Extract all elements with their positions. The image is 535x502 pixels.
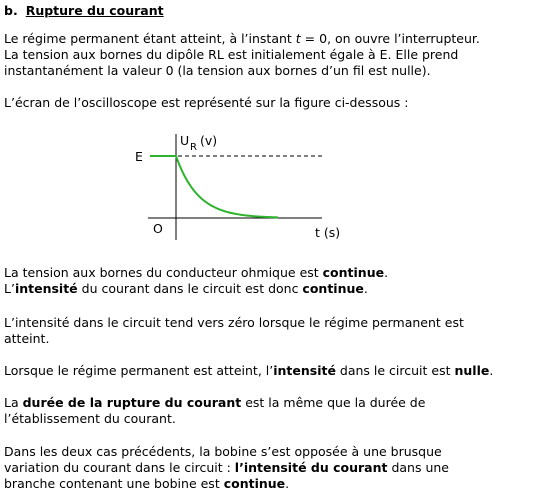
paragraph-tension-ohmique: [4, 265, 532, 297]
text-line: [4, 265, 532, 281]
text-span: dans le circuit est: [335, 363, 455, 378]
text-line: [4, 281, 532, 297]
text-span: .: [285, 476, 290, 491]
text-span: .: [384, 265, 389, 280]
text-span: L’: [4, 281, 15, 296]
decay-curve: [150, 156, 278, 217]
text-line: [4, 395, 532, 411]
text-span: variation du courant dans le circuit :: [4, 460, 235, 475]
text-line: instantanément la valeur 0 (la tension aux bornes d’un fil est nulle).: [4, 63, 431, 78]
bold-span: l’intensité du courant: [234, 460, 388, 475]
bold-span: continue: [322, 265, 385, 280]
bold-span: intensité: [14, 281, 78, 296]
variable-t: t: [295, 31, 301, 46]
paragraph-duree-rupture: [4, 395, 532, 427]
text-span: .: [363, 281, 368, 296]
text-line: [4, 460, 532, 476]
text-span: Le régime permanent étant atteint, à l’instant: [4, 31, 296, 46]
section-letter: b.: [4, 3, 18, 18]
section-title: Rupture du courant: [25, 3, 164, 18]
text-span: branche contenant une bobine est: [4, 476, 224, 491]
text-line: atteint.: [4, 331, 50, 346]
e-label: E: [135, 149, 143, 164]
text-line: l’établissement du courant.: [4, 411, 176, 426]
y-axis-label-unit: (v): [200, 133, 218, 148]
text-span: = 0, on ouvre l’interrupteur.: [300, 31, 480, 46]
text-span: Lorsque le régime permanent est atteint, l’: [4, 363, 274, 378]
text-line: [4, 31, 532, 47]
bold-span: nulle: [454, 363, 490, 378]
text-span: dans une: [387, 460, 449, 475]
text-line: Dans les deux cas précédents, la bobine s’est opposée à une brusque: [4, 444, 442, 459]
paragraph-figure-intro: L’écran de l’oscilloscope est représenté sur la figure ci-dessous :: [4, 95, 409, 110]
paragraph-intensite-zero: [4, 315, 532, 347]
text-line: [4, 476, 532, 492]
x-axis-label: t (s): [315, 225, 341, 240]
text-line: L’intensité dans le circuit tend vers zéro lorsque le régime permanent est: [4, 315, 464, 330]
text-line: La tension aux bornes du dipôle RL est initialement égale à E. Elle prend: [4, 47, 459, 62]
paragraph-intro: [4, 31, 532, 79]
text-span: La: [4, 395, 23, 410]
bold-span: continue: [223, 476, 286, 491]
section-heading: [4, 3, 164, 19]
text-span: du courant dans le circuit est donc: [77, 281, 303, 296]
text-span: La tension aux bornes du conducteur ohmique est: [4, 265, 323, 280]
y-axis-label-u: U: [180, 133, 190, 148]
origin-label: O: [153, 221, 163, 236]
text-span: est la même que la durée de: [241, 395, 426, 410]
bold-span: continue: [302, 281, 364, 296]
text-span: .: [489, 363, 494, 378]
y-axis-label-sub: R: [190, 142, 197, 153]
bold-span: intensité: [273, 363, 336, 378]
paragraph-intensite-nulle: [4, 363, 532, 379]
paragraph-conclusion: [4, 444, 532, 492]
bold-span: durée de la rupture du courant: [22, 395, 242, 410]
